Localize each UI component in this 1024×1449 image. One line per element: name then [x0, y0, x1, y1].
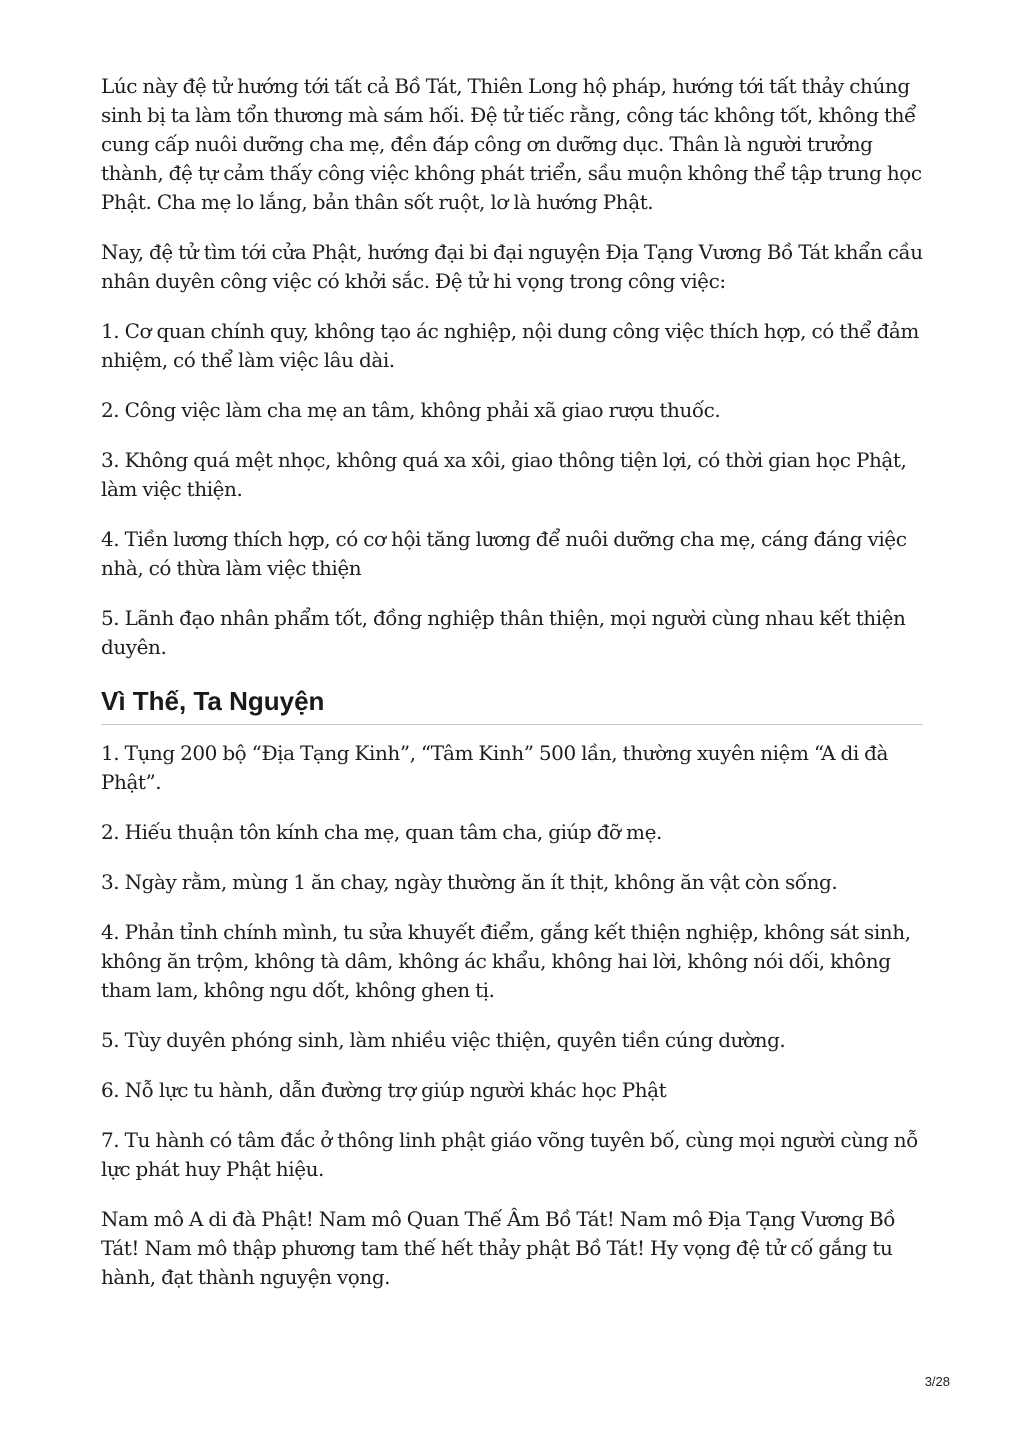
- vow-item-7: 7. Tu hành có tâm đắc ở thông linh phật giáo võng tuyên bố, cùng mọi người cùng nỗ lực phát huy Phật hiệu.: [101, 1128, 918, 1181]
- wish-list: [101, 317, 923, 662]
- vow-item-2: 2. Hiếu thuận tôn kính cha mẹ, quan tâm cha, giúp đỡ mẹ.: [101, 820, 662, 844]
- vow-item-1: 1. Tụng 200 bộ “Địa Tạng Kinh”, “Tâm Kinh” 500 lần, thường xuyên niệm “A di đà Phật”.: [101, 741, 888, 794]
- intro-paragraph-1: Lúc này đệ tử hướng tới tất cả Bồ Tát, Thiên Long hộ pháp, hướng tới tất thảy chúng sinh bị ta làm tổn thương mà sám hối. Đệ tử tiếc rằng, công tác không tốt, không thể cung cấp nuôi dưỡng cha mẹ, đền đáp công ơn dưỡng dục. Thân là người trưởng thành, đệ tự cảm thấy công việc không phát triển, sầu muộn không thể tập trung học Phật. Cha mẹ lo lắng, bản thân sốt ruột, lơ là hướng Phật.: [101, 74, 922, 214]
- wish-item-4: 4. Tiền lương thích hợp, có cơ hội tăng lương để nuôi dưỡng cha mẹ, cáng đáng việc nhà, có thừa làm việc thiện: [101, 527, 907, 580]
- document-body: [101, 72, 923, 1313]
- vow-item-5: 5. Tùy duyên phóng sinh, làm nhiều việc thiện, quyên tiền cúng dường.: [101, 1028, 786, 1052]
- wish-item-5: 5. Lãnh đạo nhân phẩm tốt, đồng nghiệp thân thiện, mọi người cùng nhau kết thiện duyên.: [101, 606, 906, 659]
- intro-paragraph-2: Nay, đệ tử tìm tới cửa Phật, hướng đại bi đại nguyện Địa Tạng Vương Bồ Tát khẩn cầu nhân duyên công việc có khởi sắc. Đệ tử hi vọng trong công việc:: [101, 240, 923, 293]
- closing-paragraph: Nam mô A di đà Phật! Nam mô Quan Thế Âm Bồ Tát! Nam mô Địa Tạng Vương Bồ Tát! Nam mô thập phương tam thế hết thảy phật Bồ Tát! Hy vọng đệ tử cố gắng tu hành, đạt thành nguyện vọng.: [101, 1207, 896, 1289]
- vow-item-3: 3. Ngày rằm, mùng 1 ăn chay, ngày thường ăn ít thịt, không ăn vật còn sống.: [101, 870, 838, 894]
- vow-item-4: 4. Phản tỉnh chính mình, tu sửa khuyết điểm, gắng kết thiện nghiệp, không sát sinh, không ăn trộm, không tà dâm, không ác khẩu, không hai lời, không nói dối, không tham lam, không ngu dốt, không ghen tị.: [101, 920, 911, 1002]
- page-number: 3/28: [924, 1374, 950, 1389]
- wish-item-3: 3. Không quá mệt nhọc, không quá xa xôi, giao thông tiện lợi, có thời gian học Phật, làm việc thiện.: [101, 448, 907, 501]
- vow-list: [101, 739, 923, 1184]
- vow-item-6: 6. Nỗ lực tu hành, dẫn đường trợ giúp người khác học Phật: [101, 1078, 667, 1102]
- section-heading: Vì Thế, Ta Nguyện: [101, 683, 923, 725]
- wish-item-1: 1. Cơ quan chính quy, không tạo ác nghiệp, nội dung công việc thích hợp, có thể đảm nhiệm, có thể làm việc lâu dài.: [101, 319, 919, 372]
- wish-item-2: 2. Công việc làm cha mẹ an tâm, không phải xã giao rượu thuốc.: [101, 398, 721, 422]
